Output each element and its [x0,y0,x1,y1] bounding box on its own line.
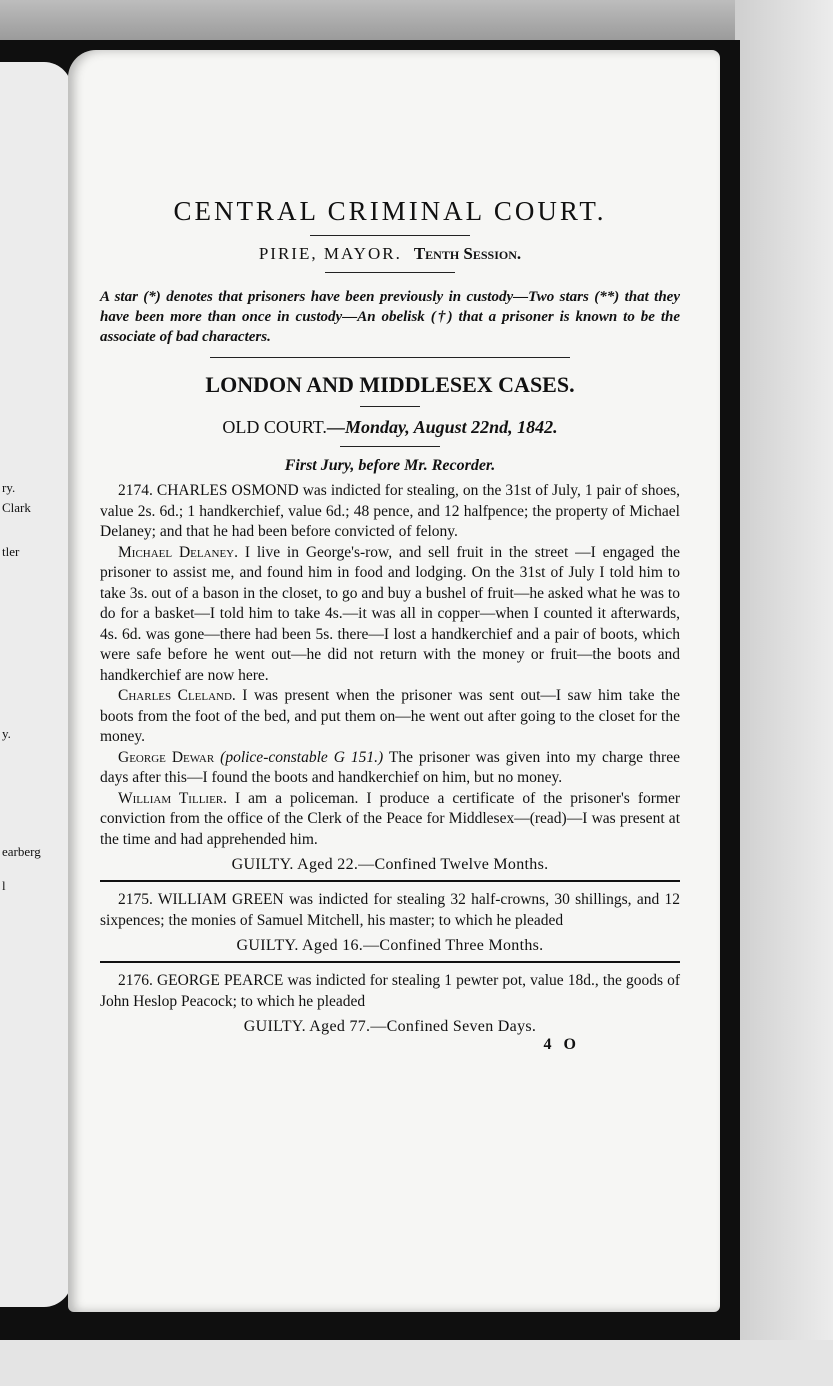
verdict-2176: GUILTY. Aged 77.—Confined Seven Days. [243,1018,537,1035]
mayor-name: PIRIE, MAYOR. [258,244,402,263]
case-2175-intro: 2175. WILLIAM GREEN was indicted for stealing 32 half-crowns, 30 shillings, and 12 sixpences; the monies of Samuel Mitchell, his master; to which he pleaded [100,891,680,929]
case-separator [100,880,680,882]
court-name: OLD COURT. [222,417,327,437]
custody-notice: A star (*) denotes that prisoners have been previously in custody—Two stars (**) that they have been more than once in custody—An obelisk (†) that a prisoner is known to be the associate of bad characters. [100,289,680,345]
session-rule [325,272,455,273]
scan-background-right [735,0,833,1386]
signature-mark: 4 O [543,1036,580,1053]
witness-name: George Dewar [118,748,215,766]
jury-line: First Jury, before Mr. Recorder. [284,457,496,474]
session-label: Tenth Session. [413,244,522,263]
facing-page-fragment: Clark [2,500,31,515]
verdict-2175: GUILTY. Aged 16.—Confined Three Months. [236,937,544,954]
case-2174-intro: 2174. CHARLES OSMOND was indicted for stealing, on the 31st of July, 1 pair of shoes, value 2s. 6d.; 1 handkerchief, value 6d.; 48 pence, and 12 halfpence; the property of Michael Delaney; and that he had been before convicted of felony. [100,482,680,540]
testimony-text: I am a policeman. I produce a certificate of the prisoner's former conviction from the office of the Clerk of the Peace for Middlesex—(read)—I was present at the time and had apprehended him. [100,789,680,848]
testimony-text: I live in George's-row, and sell fruit in the street —I engaged the prisoner to assist me, and found him in food and lodging. On the 31st of July I told him to take 3s. out of a bason in the closet, to go and buy a bushel of fruit—he asked what he was to do for a basket—I told him to take 4s.—it was all in copper—when I counted it afterwards, 4s. 6d. was gone—there had been 5s. there—I lost a handkerchief and a pair of boots, which were safe before he went out—he did not return with the money or fruit—the boots and handkerchief are now here. [100,543,681,684]
facing-page [0,62,72,1307]
case-2176-intro: 2176. GEORGE PEARCE was indicted for stealing 1 pewter pot, value 18d., the goods of John Heslop Peacock; to which he pleaded [100,972,680,1010]
section-heading: LONDON AND MIDDLESEX CASES. [205,372,575,397]
notice-rule [210,357,570,358]
facing-page-fragment: ry. [2,480,16,495]
testimony-text: The prisoner was given into my charge three days after this—I found the boots and handkerchief on him, but no money. [100,748,680,786]
page-content [100,190,680,1054]
witness-testimony [100,748,680,789]
witness-testimony [100,686,680,748]
court-title: CENTRAL CRIMINAL COURT. [173,196,607,226]
section-rule [360,406,420,407]
witness-name: William Tillier. [118,789,228,807]
witness-name: Charles Cleland. [118,687,236,704]
testimony-text: I was present when the prisoner was sent out—I saw him take the boots from the foot of the bed, and put them on—he went out after going to the closet for the money. [100,687,680,745]
scan-background-bottom [0,1340,833,1386]
witness-testimony [100,789,680,851]
court-date-line [100,417,680,438]
facing-page-fragment: tler [2,544,20,559]
witness-role: (police-constable G 151.) [214,748,384,766]
court-rule [340,446,440,447]
witness-name: Michael Delaney. [118,543,239,561]
verdict-2174: GUILTY. Aged 22.—Confined Twelve Months. [231,856,549,873]
case-separator [100,961,680,963]
facing-page-fragment: l [2,878,6,893]
title-rule [310,235,470,236]
witness-testimony [100,543,680,687]
court-date: —Monday, August 22nd, 1842. [326,417,558,437]
facing-page-fragment: earberg [2,844,41,859]
facing-page-fragment: y. [2,726,11,741]
session-line [100,244,680,264]
